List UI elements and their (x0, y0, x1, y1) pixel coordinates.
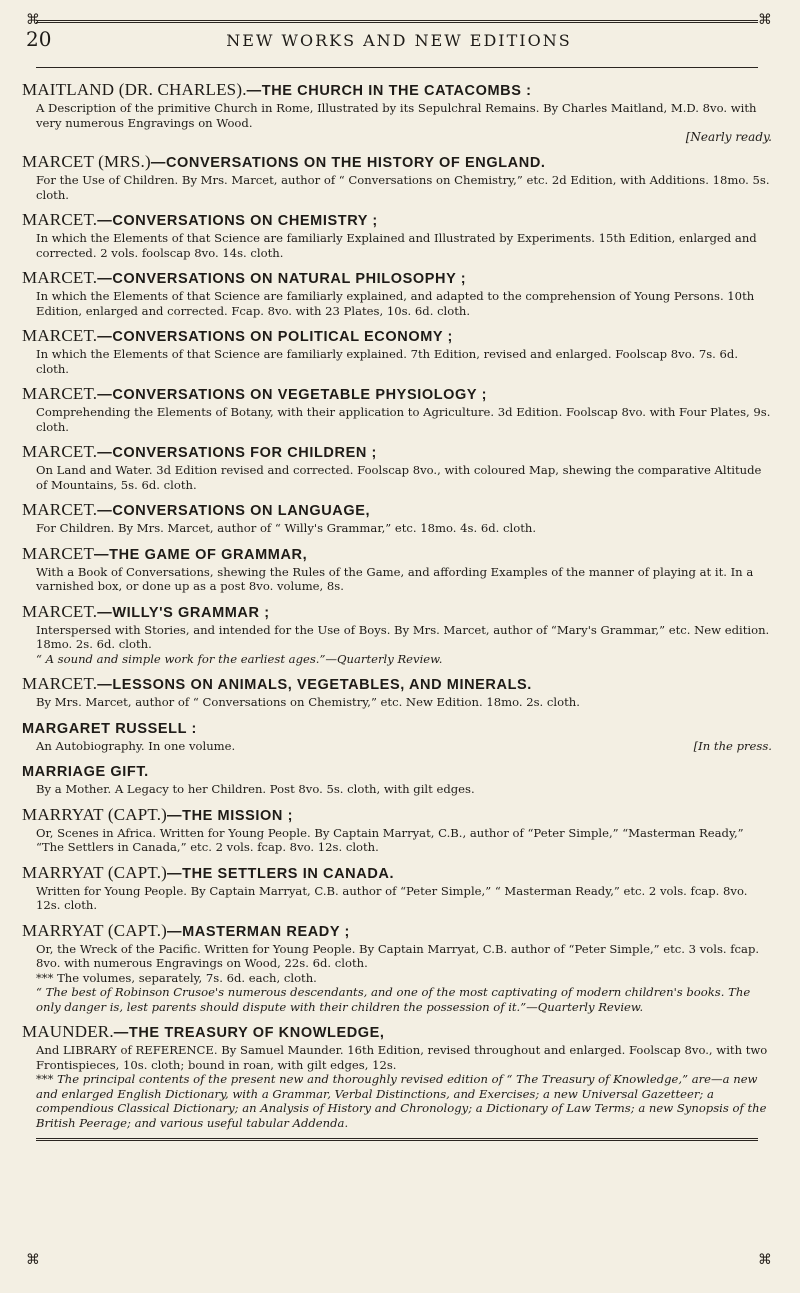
entry-marryat-mission (22, 805, 772, 855)
entry-body: And LIBRARY of REFERENCE. By Samuel Maunder. 16th Edition, revised throughout and enlarged. Foolscap 8vo., with two Frontispieces, 10s. cloth; bound in roan, with gilt edges, 12s. (36, 1043, 768, 1072)
entry-marcet-natural-philosophy (22, 268, 772, 318)
entry-body: Or, the Wreck of the Pacific. Written for Young People. By Captain Marryat, C.B. author of “Peter Simple,” etc. 3 vols. fcap. 8vo. with numerous Engravings on Wood, 22s. 6d. cloth. (36, 941, 760, 970)
entry-title: MARRYAT (CAPT.)—THE SETTLERS IN CANADA. (22, 862, 395, 882)
entry-body: On Land and Water. 3d Edition revised and corrected. Foolscap 8vo., with coloured Map, shewing the comparative Altitude of Mountains, 5s. 6d. cloth. (36, 463, 762, 492)
entry-title: MARCET.—CONVERSATIONS ON LANGUAGE, (22, 500, 371, 519)
entry-title: MARRYAT (CAPT.)—MASTERMAN READY ; (22, 920, 350, 940)
entry-title: MAITLAND (DR. CHARLES).—THE CHURCH IN THE CATACOMBS : (22, 80, 532, 99)
entry-title: MARCET (MRS.)—CONVERSATIONS ON THE HISTORY OF ENGLAND. (22, 152, 546, 171)
entry-note: [Nearly ready. (685, 130, 772, 144)
entry-marryat-settlers (22, 863, 772, 913)
entry-marcet-political-economy (22, 326, 772, 376)
entry-body: In which the Elements of that Science are familiarly Explained and Illustrated by Experiments. 15th Edition, enlarged and corrected. 2 vols. foolscap 8vo. 14s. cloth. (36, 231, 757, 260)
entry-body: For the Use of Children. By Mrs. Marcet, author of “ Conversations on Chemistry,” etc. 2d Edition, with Additions. 18mo. 5s. cloth. (36, 173, 770, 202)
entry-body: In which the Elements of that Science are familiarly explained, and adapted to the comprehension of Young Persons. 10th Edition, enlarged and corrected. Fcap. 8vo. with 23 Plates, 10s. 6d. cloth. (36, 289, 755, 318)
entry-title: MAUNDER.—THE TREASURY OF KNOWLEDGE, (22, 1022, 385, 1041)
entry-title: MARCET.—LESSONS ON ANIMALS, VEGETABLES, AND MINERALS. (22, 674, 532, 693)
entry-marcet-vegetable-physiology (22, 384, 772, 434)
entry-marcet-chemistry (22, 210, 772, 260)
entry-body: Or, Scenes in Africa. Written for Young People. By Captain Marryat, C.B., author of “Peter Simple,” “Masterman Ready,” “The Settlers in Canada,” etc. 2 vols. fcap. 8vo. 12s. cloth. (36, 825, 744, 854)
running-head: NEW WORKS AND NEW EDITIONS (226, 31, 572, 50)
entry-marcet-game-of-grammar (22, 544, 772, 594)
bottom-left-ornament-icon: ⌘ (26, 1252, 40, 1268)
entry-contents-note: *** The principal contents of the present new and thoroughly revised edition of “ The Treasury of Knowledge,” are—a new and enlarged English Dictionary, with a Grammar, Verbal Distinctions, and Exercises; a new Universal Gazetteer; a compendious Classical Dictionary; an Analysis of History and Chronology; a Dictionary of Law Terms; a new Synopsis of the British Peerage; and various useful tabular Addenda. (36, 1072, 767, 1130)
page (22, 20, 772, 1141)
entry-body: Interspersed with Stories, and intended for the Use of Boys. By Mrs. Marcet, author of “Mary's Grammar,” etc. New edition. 18mo. 2s. 6d. cloth. (36, 622, 770, 651)
entry-marcet-willys-grammar (22, 602, 772, 667)
entry-title: MARCET.—CONVERSATIONS ON POLITICAL ECONOMY ; (22, 326, 453, 345)
bottom-right-ornament-icon: ⌘ (758, 1252, 772, 1268)
entry-title: MARRIAGE GIFT. (22, 764, 149, 780)
header-rule (36, 67, 758, 68)
entry-body: Comprehending the Elements of Botany, with their application to Agriculture. 3d Edition. Foolscap 8vo. with Four Plates, 9s. cloth. (36, 405, 771, 434)
entry-marcet-language (22, 500, 772, 536)
entry-volumes-note: *** The volumes, separately, 7s. 6d. each, cloth. (36, 970, 317, 985)
entry-body: By a Mother. A Legacy to her Children. Post 8vo. 5s. cloth, with gilt edges. (36, 782, 475, 796)
entry-title: MARGARET RUSSELL : (22, 720, 197, 737)
entry-note: [In the press. (693, 738, 772, 753)
entry-title: MARCET—THE GAME OF GRAMMAR, (22, 543, 308, 563)
entry-body: In which the Elements of that Science are familiarly explained. 7th Edition, revised and enlarged. Foolscap 8vo. 7s. 6d. cloth. (36, 347, 739, 376)
entry-margaret-russell (22, 718, 772, 754)
entry-body: Written for Young People. By Captain Marryat, C.B. author of “Peter Simple,” “ Masterman Ready,” etc. 2 vols. fcap. 8vo. 12s. cloth. (36, 883, 748, 912)
entry-title: MARRYAT (CAPT.)—THE MISSION ; (22, 804, 294, 824)
entry-marcet-children (22, 442, 772, 492)
entry-title: MARCET.—CONVERSATIONS ON CHEMISTRY ; (22, 210, 378, 229)
entry-title: MARCET.—CONVERSATIONS ON VEGETABLE PHYSIOLOGY ; (22, 384, 487, 403)
entry-title: MARCET.—CONVERSATIONS ON NATURAL PHILOSOPHY ; (22, 268, 467, 287)
entry-body: For Children. By Mrs. Marcet, author of “ Willy's Grammar,” etc. 18mo. 4s. 6d. cloth. (36, 521, 537, 535)
page-number: 20 (26, 27, 52, 51)
top-right-ornament-icon: ⌘ (758, 12, 772, 28)
entry-title: MARCET.—WILLY'S GRAMMAR ; (22, 601, 270, 621)
entry-body: With a Book of Conversations, shewing the Rules of the Game, and affording Examples of the manner of playing at it. In a varnished box, or done up as a post 8vo. volume, 8s. (36, 564, 754, 593)
entry-body: A Description of the primitive Church in Rome, Illustrated by its Sepulchral Remains. By Charles Maitland, M.D. 8vo. with very numerous Engravings on Wood. (36, 101, 757, 130)
entry-maitland-catacombs (22, 80, 772, 144)
entry-list (22, 80, 772, 1130)
entry-marriage-gift (22, 761, 772, 797)
top-left-ornament-icon: ⌘ (26, 12, 40, 28)
entry-body: An Autobiography. In one volume. [In the press. (36, 738, 772, 753)
entry-quote: “ A sound and simple work for the earliest ages.”—Quarterly Review. (36, 651, 443, 666)
entry-marcet-history-england (22, 152, 772, 202)
entry-review-quote: “ The best of Robinson Crusoe's numerous descendants, and one of the most captivating of modern children's books. The only danger is, lest parents should dispute with their children the possession of it.”—Quarterly Review. (36, 985, 751, 1014)
entry-maunder-treasury (22, 1022, 772, 1130)
page-header (22, 27, 772, 67)
entry-marryat-masterman-ready (22, 921, 772, 1015)
bottom-double-rule (36, 1138, 758, 1141)
entry-title: MARCET.—CONVERSATIONS FOR CHILDREN ; (22, 442, 377, 461)
entry-body: By Mrs. Marcet, author of “ Conversations on Chemistry,” etc. New Edition. 18mo. 2s. cloth. (36, 695, 580, 709)
top-double-rule (36, 20, 758, 25)
entry-marcet-lessons (22, 674, 772, 710)
